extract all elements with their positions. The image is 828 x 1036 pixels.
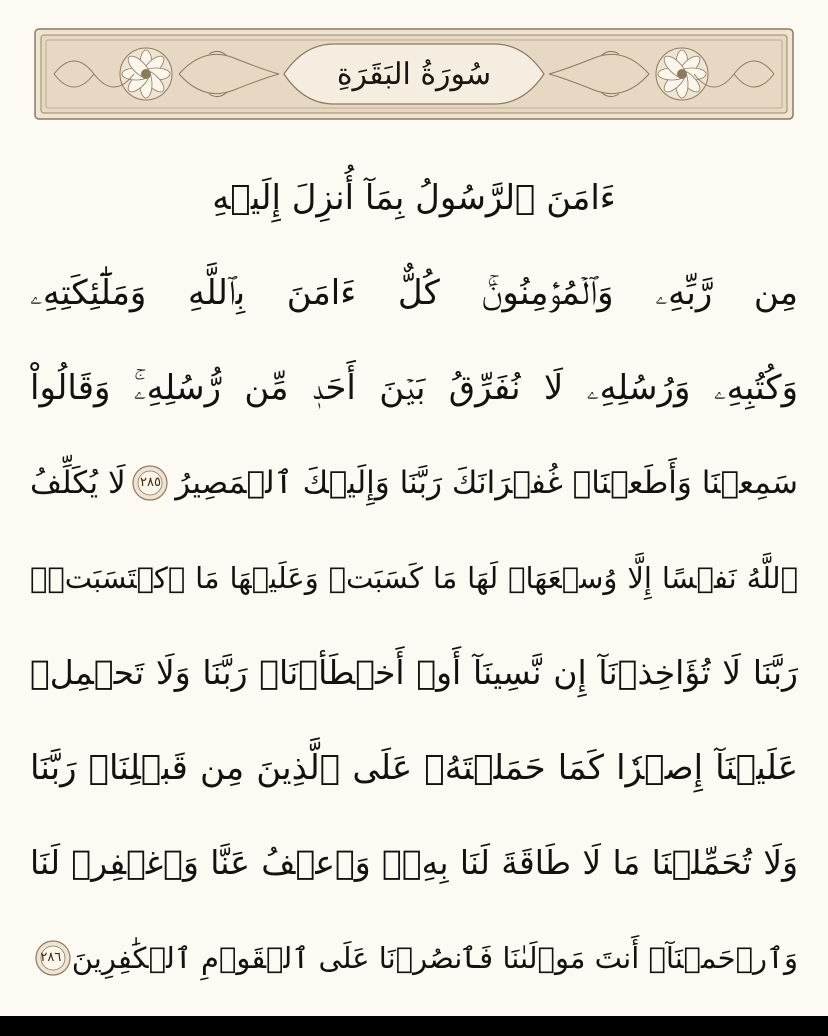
verse-line-1 [30, 150, 798, 245]
verse-line-text: وَٱرۡحَمۡنَآۚ أَنتَ مَوۡلَىٰنَا فَٱنصُرۡنَا عَلَى ٱلۡقَوۡمِ ٱلۡكَٰفِرِينَ [71, 940, 798, 975]
verse-line-3 [30, 340, 798, 435]
verse-line-text: ءَامَنَ ٱلرَّسُولُ بِمَآ أُنزِلَ إِلَيۡهِ [212, 177, 616, 218]
ayah-number: ٢٨٦ [40, 950, 62, 965]
verse-line-9 [30, 910, 798, 1005]
verse-line-4 [30, 435, 798, 530]
verse-line-5 [30, 530, 798, 625]
bottom-edge-bar [0, 1016, 828, 1036]
verse-line-text: وَلَا تُحَمِّلۡنَا مَا لَا طَاقَةَ لَنَا بِهِۦۖ وَٱعۡفُ عَنَّا وَٱغۡفِرۡ لَنَا [30, 843, 798, 882]
verse-line-6 [30, 625, 798, 720]
verse-line-text: سَمِعۡنَا وَأَطَعۡنَاۖ غُفۡرَانَكَ رَبَّنَا وَإِلَيۡكَ ٱلۡمَصِيرُ [175, 464, 798, 501]
surah-title: سُورَةُ البَقَرَةِ [336, 56, 492, 92]
surah-header-frame [34, 28, 794, 120]
verse-line-text: ٱللَّهُ نَفۡسًا إِلَّا وُسۡعَهَاۚ لَهَا مَا كَسَبَتۡ وَعَلَيۡهَا مَا ٱكۡتَسَبَتۡۗ [30, 560, 798, 595]
verse-line-7 [30, 720, 798, 815]
verse-line-text: عَلَيۡنَآ إِصۡرٗا كَمَا حَمَلۡتَهُۥ عَلَى ٱلَّذِينَ مِن قَبۡلِنَاۚ رَبَّنَا [30, 747, 798, 788]
ayah-number-marker [131, 464, 169, 502]
verse-line-text: رَبَّنَا لَا تُؤَاخِذۡنَآ إِن نَّسِينَآ أَوۡ أَخۡطَأۡنَاۚ رَبَّنَا وَلَا تَحۡمِلۡ [30, 653, 798, 692]
verse-line-text: مِن رَّبِّهِۦ وَٱلۡمُؤۡمِنُونَۚ كُلٌّ ءَامَنَ بِٱللَّهِ وَمَلَٰٓئِكَتِهِۦ [30, 272, 798, 313]
ayah-number: ٢٨٥ [140, 475, 161, 490]
verse-line-8 [30, 815, 798, 910]
verse-line-2 [30, 245, 798, 340]
ayah-number-marker [34, 939, 68, 977]
verse-line-text: لَا يُكَلِّفُ [30, 464, 126, 501]
verse-line-text: وَكُتُبِهِۦ وَرُسُلِهِۦ لَا نُفَرِّقُ بَيۡنَ أَحَدٖ مِّن رُّسُلِهِۦۚ وَقَالُواْ [30, 367, 798, 408]
verses-block [30, 150, 798, 1006]
